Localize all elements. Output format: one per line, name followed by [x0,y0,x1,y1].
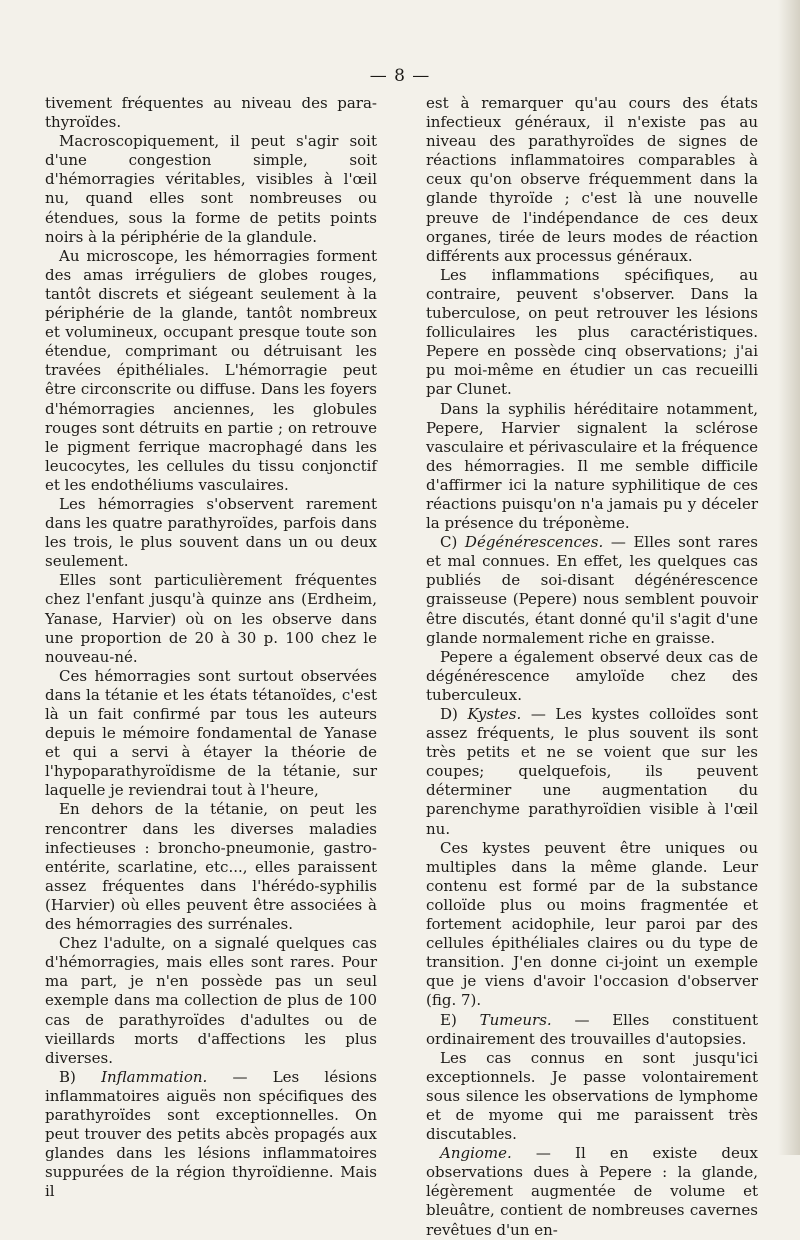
paragraph: Macroscopiquement, il peut s'agir soit d'une congestion simple, soit d'hémorragies véritables, visibles à l'œil nu, quand elles sont nombreuses ou étendues, sous la forme de petits points noirs à la périphérie de la glandule. [45,132,377,246]
paragraph-text: — Elles sont rares et mal connues. En effet, les quelques cas publiés de soi-disant dégénérescence graisseuse (Pepere) nous semblent pouvoir être discutés, étant donné qu'il s'agit d'une glande normalement riche en graisse. [426,533,758,647]
page-number: — 8 — [369,66,431,86]
section-heading: Tumeurs. [479,1010,552,1029]
paragraph: Pepere a également observé deux cas de dégénérescence amyloïde chez des tuberculeux. [426,647,758,704]
section-letter: E) [440,1010,480,1029]
paragraph [426,1144,758,1239]
section-letter: D) [440,705,468,723]
page-edge-shadow [778,0,800,1155]
paragraph-text: — Les lésions inflammatoires aiguës non spécifiques des parathyroïdes sont exceptionnelles. On peut trouver des petits abcès propagés aux glandes dans les lésions inflammatoires suppurées de la région thyroïdienne. Mais il [45,1067,377,1201]
paragraph-text: — Il en existe deux observations dues à Pepere : la glande, légèrement augmentée de volume et bleuâtre, contient de nombreuses cavernes revêtues d'un en- [426,1144,758,1239]
paragraph [426,1011,758,1049]
paragraph: Les cas connus en sont jusqu'ici exceptionnels. Je passe volontairement sous silence les observations de lymphome et de myome qui me paraissent très discutables. [426,1048,758,1144]
section-heading: Inflammation. [101,1067,208,1086]
paragraph-text: — Elles constituent ordinairement des trouvailles d'autopsies. [426,1010,758,1048]
paragraph: Ces kystes peuvent être uniques ou multiples dans la même glande. Leur contenu est formé par de la substance colloïde plus ou moins fragmentée et fortement acidophile, leur paroi par des cellules épithéliales claires ou du type de transition. J'en donne ci-joint un exemple que je viens d'avoir l'occasion d'observer (fig. 7). [426,838,758,1010]
section-letter: C) [440,533,465,552]
paragraph-text: — Les kystes colloïdes sont assez fréquents, le plus souvent ils sont très petits et ne se voient que sur les coupes; quelquefois, ils peuvent déterminer une augmentation du parenchyme parathyroïdien visible à l'œil nu. [426,705,758,838]
paragraph: tivement fréquentes au niveau des para-thyroïdes. [45,94,377,132]
paragraph: Elles sont particulièrement fréquentes chez l'enfant jusqu'à quinze ans (Erdheim, Yanase, Harvier) où on les observe dans une proportion de 20 à 30 p. 100 chez le nouveau-né. [45,571,377,666]
paragraph: Chez l'adulte, on a signalé quelques cas d'hémorragies, mais elles sont rares. Pour ma part, je n'en possède pas un seul exemple dans ma collection de plus de 100 cas de parathyroïdes d'adultes ou de vieillards morts d'affections les plus diverses. [45,934,377,1067]
paragraph: Dans la syphilis héréditaire notamment, Pepere, Harvier signalent la sclérose vasculaire et périvasculaire et la fréquence des hémorragies. Il me semble difficile d'affirmer ici la nature syphilitique de ces réactions puisqu'on n'a jamais pu y déceler la présence du tréponème. [426,399,758,533]
section-heading: Angiome. [440,1144,512,1163]
paragraph: Les inflammations spécifiques, au contraire, peuvent s'observer. Dans la tuberculose, on peut retrouver les lésions folliculaires les plus caractéristiques. Pepere en possède cinq observations; j'ai pu moi-même en étudier un cas recueilli par Clunet. [426,265,758,399]
paragraph: est à remarquer qu'au cours des états infectieux généraux, il n'existe pas au niveau des parathyroïdes de signes de réactions inflammatoires comparables à ceux qu'on observe fréquemment dans la glande thyroïde ; c'est là une nouvelle preuve de l'indépendance de ces deux organes, tirée de leurs modes de réaction différents aux processus généraux. [426,94,758,265]
paragraph: Au microscope, les hémorragies forment des amas irréguliers de globes rouges, tantôt discrets et siégeant seulement à la périphérie de la glande, tantôt nombreux et volumineux, occupant presque toute son étendue, comprimant ou détruisant les travées épithéliales. L'hémorragie peut être circonscrite ou diffuse. Dans les foyers d'hémorragies anciennes, les globules rouges sont détruits en partie ; on retrouve le pigment ferrique macrophagé dans les leucocytes, les cellules du tissu conjonctif et les endothéliums vasculaires. [45,246,377,494]
paragraph [45,1068,377,1202]
paragraph [426,533,758,648]
section-heading: Kystes. [467,705,522,723]
left-column [45,94,377,1201]
paragraph: En dehors de la tétanie, on peut les rencontrer dans les diverses maladies infectieuses : broncho-pneumonie, gastro-entérite, scarlatine, etc..., elles paraissent assez fréquentes dans l'hérédo-syphilis (Harvier) où elles peuvent être associées à des hémorragies des surrénales. [45,800,377,934]
paragraph: Les hémorragies s'observent rarement dans les quatre parathyroïdes, parfois dans les trois, le plus souvent dans un ou deux seulement. [45,494,377,571]
right-column [426,94,758,1240]
section-heading: Dégénérescences. [464,533,604,552]
paragraph: Ces hémorragies sont surtout observées dans la tétanie et les états tétanoïdes, c'est là un fait confirmé par tous les auteurs depuis le mémoire fondamental de Yanase et qui a servi à étayer la théorie de l'hypoparathyroïdisme de la tétanie, sur laquelle je reviendrai tout à l'heure, [45,666,377,800]
section-letter: B) [59,1067,102,1086]
paragraph [426,705,758,839]
